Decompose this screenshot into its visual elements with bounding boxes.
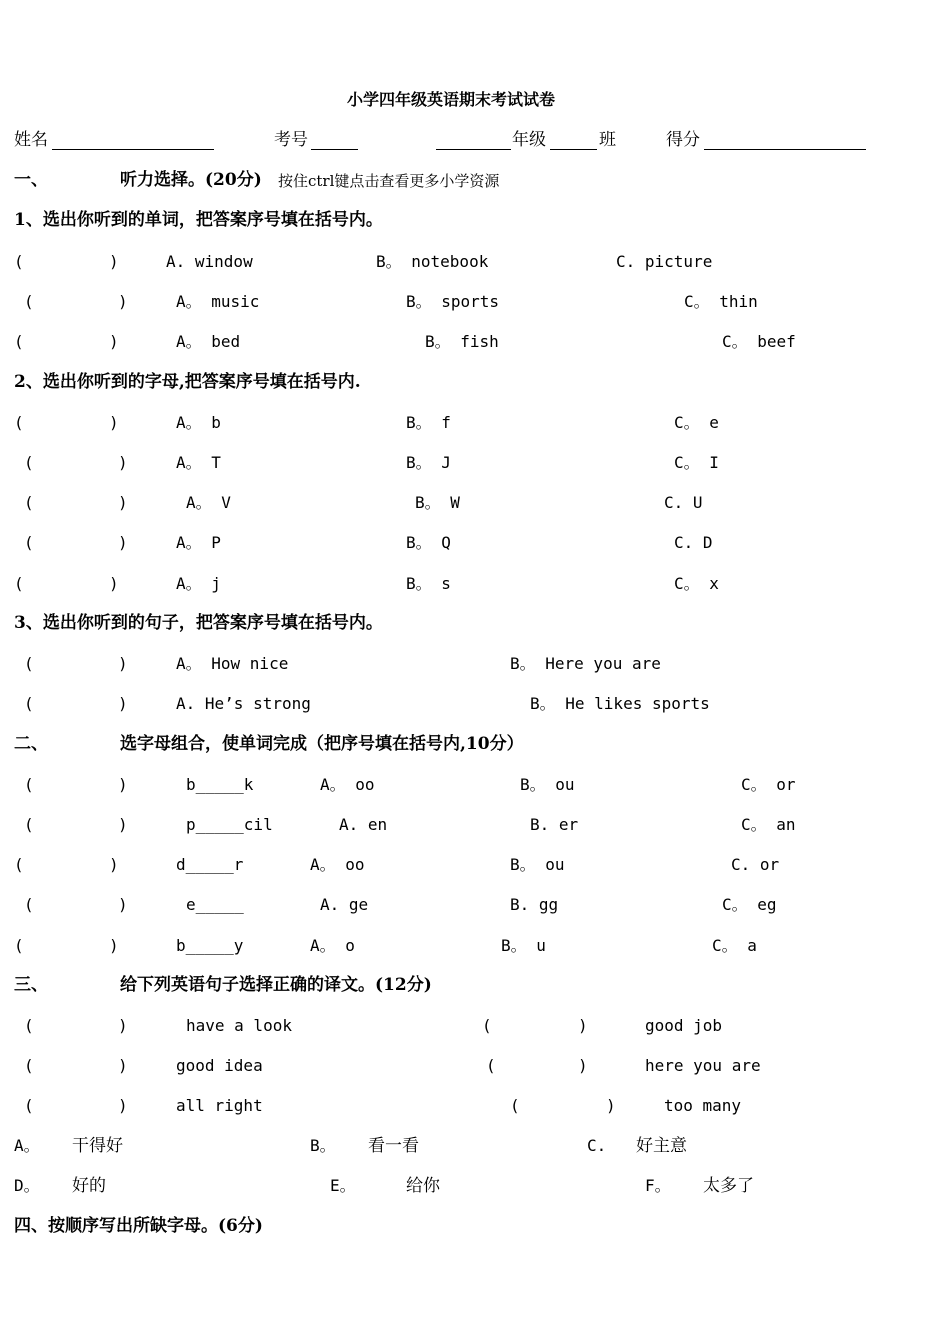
phrase: all right [176, 1096, 263, 1115]
answer-paren[interactable]: ) [109, 936, 119, 955]
option-a: A。 b [176, 413, 221, 432]
answer-paren[interactable]: ) [109, 252, 119, 271]
answer-paren[interactable]: ) [118, 654, 128, 673]
answer-paren[interactable]: ) [118, 292, 128, 311]
answer-paren[interactable]: ( [24, 292, 34, 311]
word-blank: p_____cil [186, 815, 273, 834]
section-1-note: 按住ctrl键点击查看更多小学资源 [278, 172, 500, 190]
answer-paren[interactable]: ) [118, 453, 128, 472]
answer-paren[interactable]: ( [14, 413, 24, 432]
section-2-number: 二、 [14, 734, 48, 754]
option-letter: F。 [645, 1176, 671, 1195]
option-letter: C. [587, 1136, 607, 1155]
option-c: C。 x [674, 574, 719, 593]
answer-paren[interactable]: ( [486, 1056, 496, 1075]
answer-paren[interactable]: ( [14, 936, 24, 955]
answer-paren[interactable]: ( [24, 775, 34, 794]
phrase: good idea [176, 1056, 263, 1075]
section-1-heading: 听力选择。(20分) [120, 170, 262, 190]
answer-paren[interactable]: ( [24, 1056, 34, 1075]
option-a: A。 j [176, 574, 221, 593]
question-3-heading: 3、选出你听到的句子，把答案序号填在括号内。 [14, 613, 383, 633]
option-b: B。 u [501, 936, 546, 955]
answer-paren[interactable]: ) [109, 332, 119, 351]
answer-paren[interactable]: ) [118, 1016, 128, 1035]
option-text: 好的 [72, 1176, 106, 1196]
answer-paren[interactable]: ) [118, 775, 128, 794]
option-a: A. He’s strong [176, 694, 311, 713]
answer-paren[interactable]: ( [14, 855, 24, 874]
option-text: 太多了 [703, 1176, 754, 1196]
class-label: 班 [599, 130, 616, 150]
option-a: A。 V [186, 493, 231, 512]
word-blank: b_____k [186, 775, 254, 794]
option-c: C。 a [712, 936, 757, 955]
option-a: A。 How nice [176, 654, 289, 673]
question-1-heading: 1、选出你听到的单词，把答案序号填在括号内。 [14, 210, 383, 230]
option-c: C。 thin [684, 292, 758, 311]
option-a: A。 bed [176, 332, 241, 351]
answer-paren[interactable]: ) [578, 1056, 588, 1075]
answer-paren[interactable]: ) [118, 1056, 128, 1075]
number-blank[interactable] [311, 149, 358, 150]
option-b: B。 notebook [376, 252, 489, 271]
phrase: too many [664, 1096, 742, 1115]
answer-paren[interactable]: ( [510, 1096, 520, 1115]
question-2-heading: 2、选出你听到的字母,把答案序号填在括号内. [14, 372, 361, 392]
option-a: A。 o [310, 936, 355, 955]
answer-paren[interactable]: ( [14, 252, 24, 271]
option-c: C. picture [616, 252, 713, 271]
option-c: C。 or [741, 775, 796, 794]
section-2-heading: 选字母组合，使单词完成（把序号填在括号内,10分） [120, 734, 524, 754]
answer-paren[interactable]: ) [118, 533, 128, 552]
option-c: C. U [664, 493, 703, 512]
option-text: 看一看 [368, 1136, 419, 1156]
option-b: B。 J [406, 453, 451, 472]
option-c: C。 an [741, 815, 796, 834]
answer-paren[interactable]: ) [118, 493, 128, 512]
phrase: good job [645, 1016, 723, 1035]
option-b: B。 W [415, 493, 460, 512]
name-blank[interactable] [52, 149, 214, 150]
section-3-number: 三、 [14, 975, 48, 995]
page-title: 小学四年级英语期末考试试卷 [347, 90, 556, 109]
option-c: C。 eg [722, 895, 777, 914]
school-blank[interactable] [436, 149, 511, 150]
option-b: B。 sports [406, 292, 500, 311]
grade-label: 年级 [512, 130, 546, 150]
answer-paren[interactable]: ) [118, 895, 128, 914]
option-b: B. gg [510, 895, 559, 914]
option-b: B。 ou [510, 855, 565, 874]
answer-paren[interactable]: ) [578, 1016, 588, 1035]
option-b: B。 s [406, 574, 451, 593]
option-a: A. en [339, 815, 388, 834]
answer-paren[interactable]: ) [109, 574, 119, 593]
answer-paren[interactable]: ( [24, 694, 34, 713]
option-a: A。 oo [320, 775, 375, 794]
option-a: A。 T [176, 453, 221, 472]
number-label: 考号 [274, 130, 308, 150]
option-letter: D。 [14, 1176, 40, 1195]
word-blank: b_____y [176, 936, 244, 955]
option-a: A。 P [176, 533, 221, 552]
option-c: C. or [731, 855, 780, 874]
phrase: here you are [645, 1056, 761, 1075]
answer-paren[interactable]: ) [109, 855, 119, 874]
option-text: 给你 [406, 1176, 440, 1196]
option-b: B. er [530, 815, 579, 834]
option-b: B。 He likes sports [530, 694, 710, 713]
answer-paren[interactable]: ( [14, 332, 24, 351]
option-c: C. D [674, 533, 713, 552]
option-a: A. ge [320, 895, 369, 914]
option-letter: B。 [310, 1136, 336, 1155]
section-3-heading: 给下列英语句子选择正确的译文。(12分) [120, 975, 432, 995]
answer-paren[interactable]: ( [24, 493, 34, 512]
option-a: A。 music [176, 292, 260, 311]
option-b: B。 f [406, 413, 451, 432]
answer-paren[interactable]: ) [118, 1096, 128, 1115]
answer-paren[interactable]: ( [24, 1096, 34, 1115]
answer-paren[interactable]: ( [482, 1016, 492, 1035]
answer-paren[interactable]: ( [14, 574, 24, 593]
answer-paren[interactable]: ) [118, 694, 128, 713]
answer-paren[interactable]: ) [118, 815, 128, 834]
score-label: 得分 [666, 130, 700, 150]
grade-blank[interactable] [550, 149, 597, 150]
answer-paren[interactable]: ) [109, 413, 119, 432]
section-1-number: 一、 [14, 170, 48, 190]
option-c: C。 e [674, 413, 719, 432]
option-c: C。 beef [722, 332, 796, 351]
option-text: 干得好 [72, 1136, 123, 1156]
option-letter: A。 [14, 1136, 40, 1155]
answer-paren[interactable]: ( [24, 453, 34, 472]
answer-paren[interactable]: ) [606, 1096, 616, 1115]
option-b: B。 Here you are [510, 654, 661, 673]
option-c: C。 I [674, 453, 719, 472]
word-blank: e_____ [186, 895, 244, 914]
section-4-heading: 四、按顺序写出所缺字母。(6分) [14, 1216, 263, 1236]
phrase: have a look [186, 1016, 292, 1035]
option-b: B。 fish [425, 332, 499, 351]
option-b: B。 Q [406, 533, 451, 552]
option-text: 好主意 [636, 1136, 687, 1156]
option-a: A。 oo [310, 855, 365, 874]
answer-paren[interactable]: ( [24, 654, 34, 673]
option-a: A. window [166, 252, 253, 271]
answer-paren[interactable]: ( [24, 895, 34, 914]
answer-paren[interactable]: ( [24, 1016, 34, 1035]
score-blank[interactable] [704, 149, 866, 150]
option-letter: E。 [330, 1176, 356, 1195]
answer-paren[interactable]: ( [24, 533, 34, 552]
option-b: B。 ou [520, 775, 575, 794]
answer-paren[interactable]: ( [24, 815, 34, 834]
word-blank: d_____r [176, 855, 244, 874]
name-label: 姓名 [14, 130, 48, 150]
